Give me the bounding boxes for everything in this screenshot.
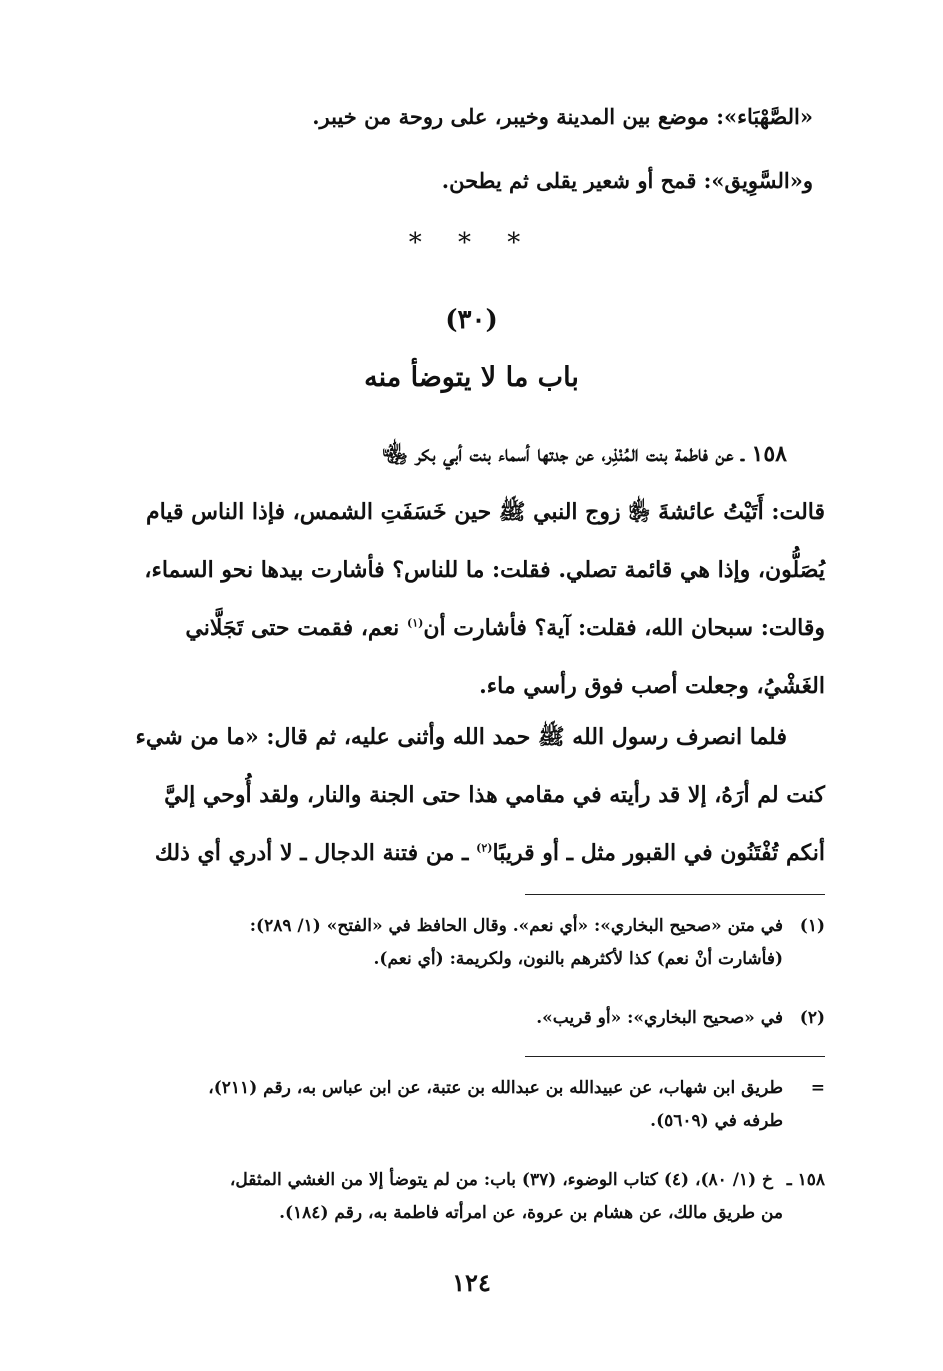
takhrij-separator [525, 1056, 825, 1057]
text-line: كنت لم أرَهُ، إلا قد رأيته في مقامي هذا حتى الجنة والنار، ولقد أُوحي إليَّ [164, 782, 825, 808]
footnote-ref[interactable]: (١) [406, 616, 424, 630]
takhrij-text: خ (١/ ٨٠)، (٤) كتاب الوضوء، (٣٧) باب: من لم يتوضأ إلا من الغشي المثقل، [229, 1170, 773, 1190]
hadith-paragraph-1 [108, 425, 825, 715]
chapter-number: (٣٠) [445, 305, 498, 335]
takhrij-line [108, 1072, 825, 1105]
text-line: قالت: أَتَيْتُ عائشةَ ﵂ زوج النبي ﷺ حين خَسَفَتِ الشمس، فإذا الناس قيام [146, 499, 825, 525]
text-line [108, 599, 825, 657]
text-line: يُصَلُّون، وإذا هي قائمة تصلي. فقلت: ما للناس؟ فأشارت بيدها نحو السماء، [144, 557, 825, 583]
footnote-text: في متن «صحيح البخاري»: «أي نعم». وقال الحافظ في «الفتح» (١/ ٢٨٩): [249, 916, 783, 936]
footnote-separator [525, 894, 825, 895]
footnote-mark: (١) [799, 916, 825, 936]
definition-line: و«السَّوِيق»: قمح أو شعير يقلى ثم يطحن. [441, 168, 813, 193]
footnote-line [108, 910, 825, 943]
text-segment: نعم، فقمت حتى تَجَلَّاني [185, 615, 407, 641]
hadith-paragraph-2 [108, 708, 825, 882]
footnote-line [108, 1002, 825, 1035]
footnote-ref[interactable]: (٢) [476, 841, 493, 855]
takhrij-continued [108, 1072, 825, 1138]
text-line: فلما انصرف رسول الله ﷺ حمد الله وأثنى عليه، ثم قال: «ما من شيء [135, 724, 787, 750]
footnote-line: (فأشارت أنْ نعم) كذا لأكثرهم بالنون، ولكريمة: (أي نعم). [373, 949, 783, 969]
definition-line: «الصَّهْبَاء»: موضع بين المدينة وخيبر، على روحة من خيبر. [312, 104, 813, 129]
footnote-mark: (٢) [799, 1008, 825, 1028]
footnote-text: في «صحيح البخاري»: «أو قريب». [536, 1008, 783, 1028]
text-line: ١٥٨ ـ عن فاطمة بنت المُنْذِر، عن جدتها أسماء بنت أبي بكر ﵄ [381, 441, 787, 467]
takhrij-line [108, 1164, 825, 1197]
text-segment: أنكم تُفْتَنُون في القبور مثل ـ أو قريبًا [492, 840, 825, 866]
page-number: ١٢٤ [452, 1268, 491, 1297]
footnote-2 [108, 1002, 825, 1035]
section-divider: * * * [408, 228, 535, 258]
takhrij-line: طرفه في (٥٦٠٩). [650, 1111, 783, 1131]
takhrij-line: من طريق مالك، عن هشام بن عروة، عن امرأته فاطمة به، رقم (١٨٤). [279, 1203, 783, 1223]
text-segment: ـ من فتنة الدجال ـ لا أدري أي ذلك [154, 840, 477, 866]
takhrij-number: ١٥٨ ـ [786, 1170, 825, 1190]
continuation-mark: = [810, 1078, 825, 1098]
takhrij-text: طريق ابن شهاب، عن عبيدالله بن عبدالله بن عتبة، عن ابن عباس به، رقم (٢١١)، [208, 1078, 783, 1098]
chapter-title: باب ما لا يتوضأ منه [364, 362, 579, 393]
text-segment: وقالت: سبحان الله، فقلت: آية؟ فأشارت أن [423, 615, 825, 641]
text-line [108, 824, 825, 882]
text-line: الغَشْيُ، وجعلت أصب فوق رأسي ماء. [479, 673, 825, 699]
takhrij-158 [108, 1164, 825, 1230]
footnote-1 [108, 910, 825, 976]
